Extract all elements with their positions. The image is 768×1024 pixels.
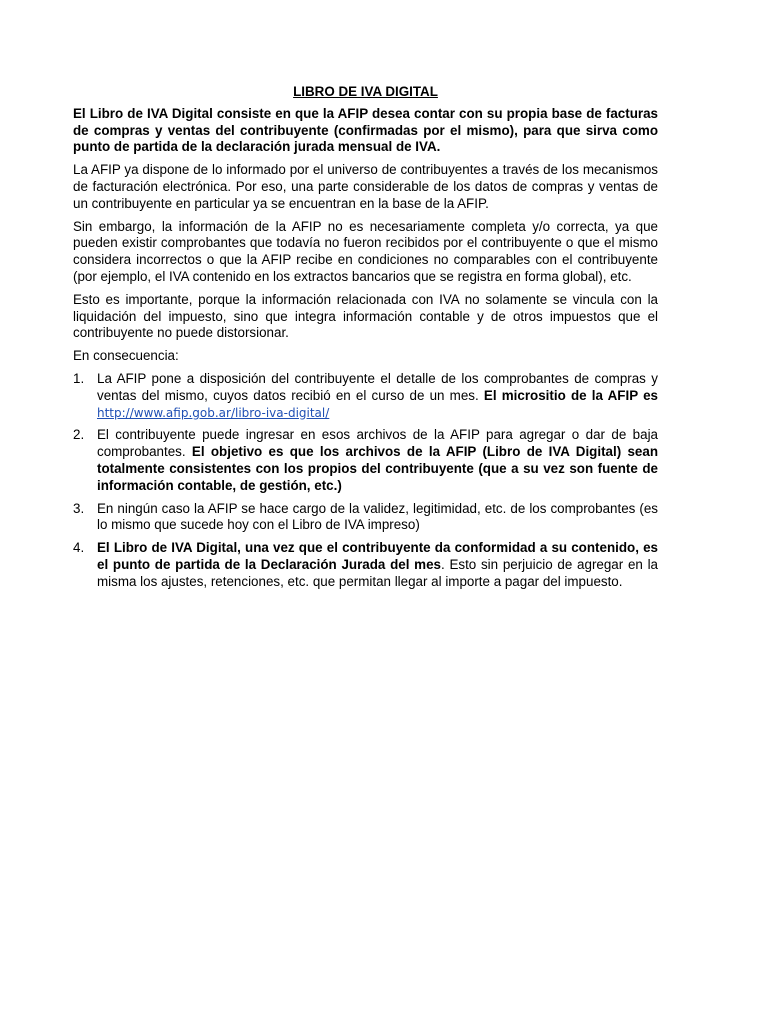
list-item — [73, 501, 658, 535]
list-item — [73, 427, 658, 494]
document-title: LIBRO DE IVA DIGITAL — [293, 84, 438, 99]
intro-paragraph: El Libro de IVA Digital consiste en que la AFIP desea contar con su propia base de facturas de compras y ventas del contribuyente (confirmadas por el mismo), para que sirva como punto de partida de la declaración jurada mensual de IVA. — [73, 105, 658, 155]
paragraph-4: En consecuencia: — [73, 348, 179, 364]
list-item-text: El contribuyente puede ingresar en esos archivos de la AFIP para agregar o dar de baja comprobantes. — [97, 427, 658, 460]
paragraph-1: La AFIP ya dispone de lo informado por el universo de contribuyentes a través de los mecanismos de facturación electrónica. Por eso, una parte considerable de los datos de compras y ventas de un contribuyente en particular ya se encuentran en la base de la AFIP. — [73, 162, 658, 211]
list-item — [73, 540, 658, 590]
list-item-bold-text: El objetivo es que los archivos de la AFIP (Libro de IVA Digital) sean totalmente consistentes con los propios del contribuyente (que a su vez son fuente de información contable, de gestión, etc.) — [97, 444, 659, 493]
paragraph-2: Sin embargo, la información de la AFIP no es necesariamente completa y/o correcta, ya que pueden existir comprobantes que todavía no fueron recibidos por el contribuyente o que el mismo considera incorrectos o que la AFIP recibe en condiciones no comparables con el contribuyente (por ejemplo, el IVA contenido en los extractos bancarios que se registra en forma global), etc. — [73, 218, 658, 284]
list-item-number: 4. — [73, 540, 85, 556]
list-item-text: En ningún caso la AFIP se hace cargo de la validez, legitimidad, etc. de los comprobantes (es lo mismo que sucede hoy con el Libro de IVA impreso) — [97, 500, 658, 533]
list-item-bold-text: El micrositio de la AFIP es — [483, 387, 658, 403]
list-item — [73, 371, 658, 421]
list-item-text: . Esto sin perjuicio de agregar en la misma los ajustes, retenciones, etc. que permitan llegar al importe a pagar del impuesto. — [97, 556, 658, 589]
afip-microsite-link[interactable]: http://www.afip.gob.ar/libro-iva-digital/ — [97, 405, 330, 420]
list-item-number: 3. — [73, 500, 85, 516]
list-item-number: 2. — [73, 427, 85, 443]
list-item-bold-text: El Libro de IVA Digital, una vez que el contribuyente da conformidad a su contenido, es el punto de partida de la Declaración Jurada del mes — [97, 540, 658, 572]
paragraph-3: Esto es importante, porque la información relacionada con IVA no solamente se vincula con la liquidación del impuesto, sino que integra información contable y de otros impuestos que el contribuyente no puede distorsionar. — [73, 291, 658, 341]
list-item-text: La AFIP pone a disposición del contribuyente el detalle de los comprobantes de compras y ventas del mismo, cuyos datos recibió en el curso de un mes. — [97, 370, 658, 403]
numbered-list — [73, 371, 658, 591]
document-page — [73, 84, 658, 597]
list-item-number: 1. — [73, 370, 85, 386]
